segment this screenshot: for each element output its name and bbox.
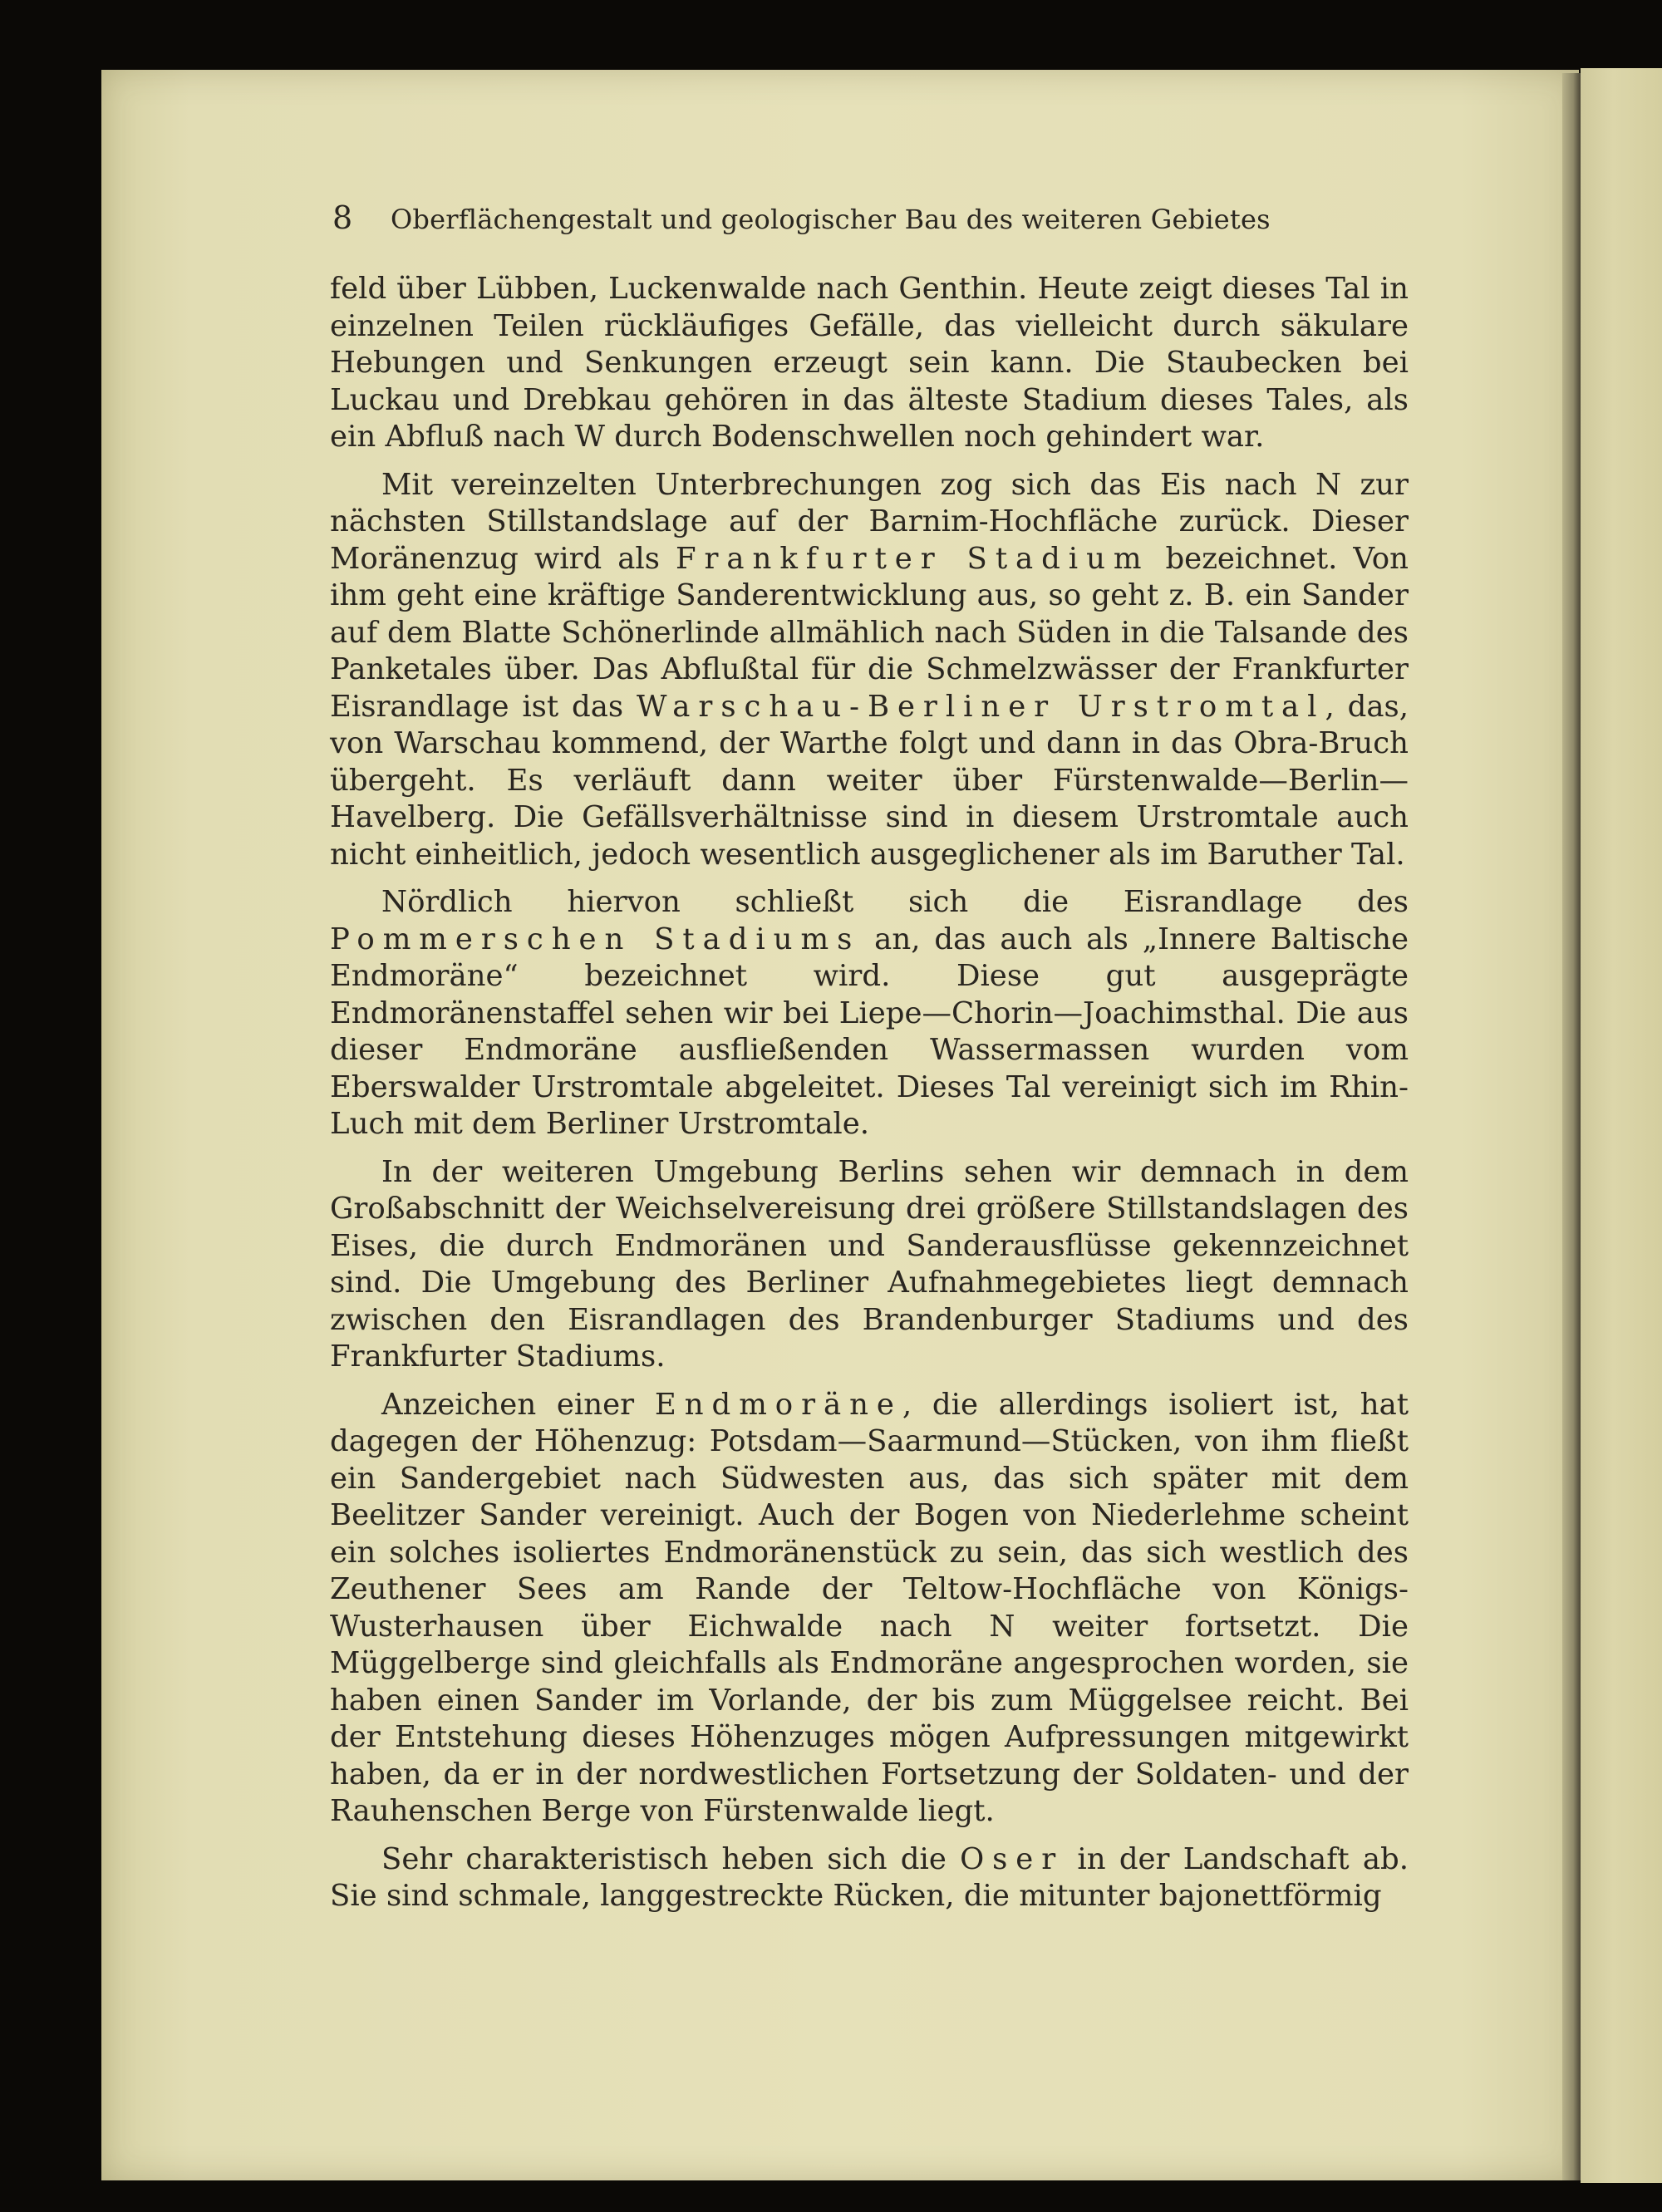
term-endmoraene: Endmoräne bbox=[654, 1387, 902, 1422]
term-pommerschen-stadiums: Pommerschen Stadiums bbox=[330, 922, 861, 956]
paragraph-4: In der weiteren Umgebung Berlins sehen wir demnach in dem Großabschnitt der Weichselvereisung drei größere Stillstandslagen des Eises, die durch Endmoränen und Sanderausflüsse gekennzeichnet sind. Die Umgebung des Berliner Aufnahmegebietes liegt demnach zwischen den Eisrandlagen des Brandenburger Stadiums und des Frankfurter Stadiums. bbox=[330, 1154, 1409, 1374]
page-header bbox=[332, 199, 1413, 246]
paragraph-2-text-1: Mit vereinzelten Unterbrechungen zog sich das Eis nach N zur nächsten Stillstandslage auf der Barnim-Hochfläche zurück. Dieser Moränenzug wird als bbox=[330, 467, 1409, 576]
term-warschau-berliner-urstromtal: Warschau-Berliner Urstromtal bbox=[636, 689, 1325, 724]
body-text bbox=[330, 271, 1409, 1926]
paragraph-6 bbox=[330, 1841, 1409, 1915]
paragraph-1: feld über Lübben, Luckenwalde nach Genthin. Heute zeigt dieses Tal in einzelnen Teilen rückläufiges Gefälle, das vielleicht durch säkulare Hebungen und Senkungen erzeugt sein kann. Die Staubecken bei Luckau und Drebkau gehören in das älteste Stadium dieses Tales, als ein Abfluß nach W durch Bodenschwellen noch gehindert war. bbox=[330, 272, 1409, 454]
paragraph-2 bbox=[330, 467, 1409, 874]
page-gutter-shadow bbox=[1562, 73, 1581, 2180]
paragraph-3-text-2: an, das auch als „Innere Baltische Endmoräne“ bezeichnet wird. Diese gut ausgeprägte Endmoränenstaffel sehen wir bei Liepe—Chorin—Joachimsthal. Die aus dieser Endmoräne ausfließenden Wassermassen wurden vom Eberswalder Urstromtale abgeleitet. Dieses Tal vereinigt sich im Rhin-Luch mit dem Berliner Urstromtale. bbox=[330, 922, 1409, 1141]
term-oser: Oser bbox=[960, 1841, 1065, 1876]
page-number: 8 bbox=[332, 199, 353, 236]
paragraph-2-text-3: , das, von Warschau kommend, der Warthe folgt und dann in das Obra-Bruch übergeht. Es verläuft dann weiter über Fürstenwalde—Berlin—Havelberg. Die Gefällsverhältnisse sind in diesem Urstromtale auch nicht einheitlich, jedoch wesentlich ausgeglichener als im Baruther Tal. bbox=[330, 689, 1409, 872]
paragraph-3-text-1: Nördlich hiervon schließt sich die Eisrandlage des bbox=[381, 885, 1409, 919]
paragraph-5 bbox=[330, 1387, 1409, 1831]
paragraph-5-text-1: Anzeichen einer bbox=[381, 1387, 655, 1422]
term-frankfurter-stadium: Frankfurter Stadium bbox=[675, 541, 1150, 576]
paragraph-6-text-2: in der Landschaft ab. Sie sind schmale, langgestreckte Rücken, die mitunter bajonettförmig bbox=[330, 1841, 1409, 1913]
paragraph-5-text-2: , die allerdings isoliert ist, hat dagegen der Höhenzug: Potsdam—Saarmund—Stücken, von ihm fließt ein Sandergebiet nach Südwesten aus, das sich später mit dem Beelitzer Sander vereinigt. Auch der Bogen von Niederlehme scheint ein solches isoliertes Endmoränenstück zu sein, das sich westlich des Zeuthener Sees am Rande der Teltow-Hochfläche von Königs-Wusterhausen über Eichwalde nach N weiter fortsetzt. Die Müggelberge sind gleichfalls als Endmoräne angesprochen worden, sie haben einen Sander im Vorlande, der bis zum Müggelsee reicht. Bei der Entstehung dieses Höhenzuges mögen Aufpressungen mitgewirkt haben, da er in der nordwestlichen Fortsetzung der Soldaten- und der Rauhenschen Berge von Fürstenwalde liegt. bbox=[330, 1387, 1409, 1828]
paragraph-2-text-2: bezeichnet. Von ihm geht eine kräftige Sanderentwicklung aus, so geht z. B. ein Sander auf dem Blatte Schönerlinde allmählich nach Süden in die Talsande des Panketales über. Das Abflußtal für die Schmelzwässer der Frankfurter Eisrandlage ist das bbox=[330, 541, 1409, 724]
next-page-edge bbox=[1581, 68, 1662, 2183]
paragraph-6-text-1: Sehr charakteristisch heben sich die bbox=[381, 1841, 961, 1876]
paragraph-3 bbox=[330, 884, 1409, 1143]
running-title: Oberflächengestalt und geologischer Bau des weiteren Gebietes bbox=[391, 204, 1271, 235]
